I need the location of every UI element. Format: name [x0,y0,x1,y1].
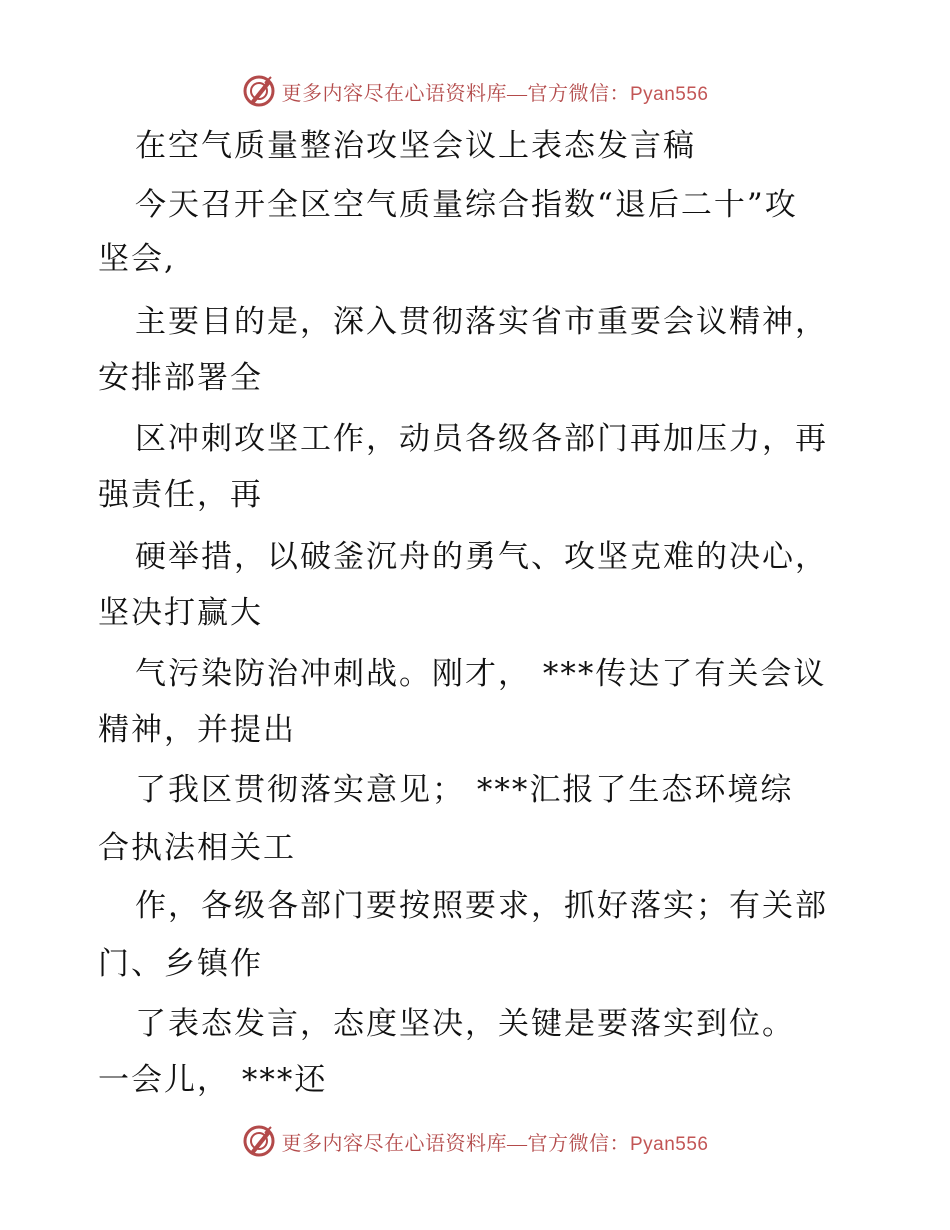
paragraph-line: 安排部署全 [98,360,263,396]
paragraph-line: 强责任，再 [98,477,263,513]
paragraph-line: 精神，并提出 [98,712,296,748]
paragraph-line: 合执法相关工 [98,830,296,866]
paragraph-line: 了表态发言，态度坚决，关键是要落实到位。 [135,1006,795,1042]
paragraph-line: 今天召开全区空气质量综合指数“退后二十”攻 [135,187,798,223]
paragraph-line: 门、乡镇作 [98,946,263,982]
pen-logo-icon [241,73,277,109]
paragraph-line: 区冲刺攻坚工作，动员各级各部门再加压力，再 [135,421,828,457]
paragraph-line: 硬举措，以破釜沉舟的勇气、攻坚克难的决心， [135,539,828,575]
header-watermark-banner [0,71,950,111]
paragraph-line: 主要目的是，深入贯彻落实省市重要会议精神， [135,304,828,340]
paragraph-line: 气污染防治冲刺战。刚才， ***传达了有关会议 [135,656,827,692]
document-title: 在空气质量整治攻坚会议上表态发言稿 [135,128,696,164]
pen-logo-icon [241,1123,277,1159]
paragraph-line: 坚决打赢大 [98,595,263,631]
paragraph-line: 作，各级各部门要按照要求，抓好落实；有关部 [135,888,828,924]
footer-watermark-banner [0,1121,950,1161]
paragraph-line: 一会儿， ***还 [98,1062,328,1098]
watermark-text: 更多内容尽在心语资料库—官方微信：Pyan556 [281,1132,709,1155]
wechat-id: Pyan556 [629,83,709,105]
watermark-text: 更多内容尽在心语资料库—官方微信：Pyan556 [281,82,709,105]
paragraph-line: 了我区贯彻落实意见； ***汇报了生态环境综 [135,772,794,808]
paragraph-line: 坚会, [98,241,176,277]
wechat-id: Pyan556 [629,1133,709,1155]
